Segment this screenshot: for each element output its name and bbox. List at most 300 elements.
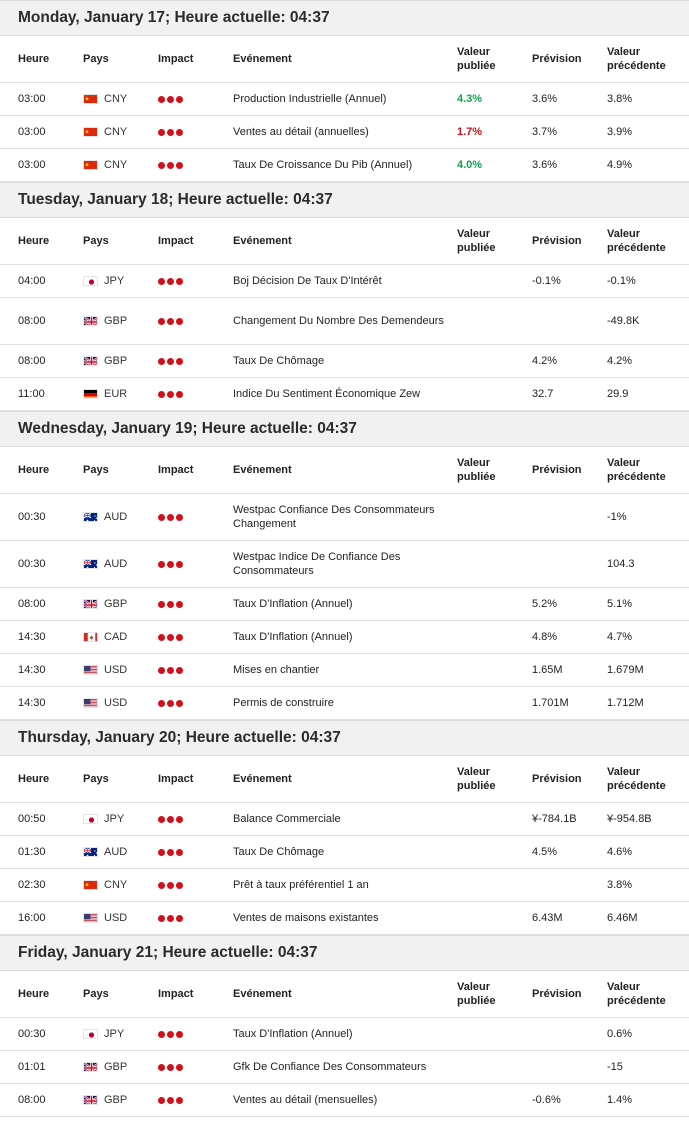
event-row[interactable] [0, 378, 689, 411]
impact-indicator [158, 494, 228, 540]
impact-dot-icon [176, 318, 183, 325]
event-time: 01:01 [18, 1061, 46, 1073]
impact-dot-icon [176, 849, 183, 856]
impact-dots [158, 318, 183, 325]
actual-value: 4.0% [457, 159, 483, 171]
currency-code: AUD [104, 558, 128, 570]
event-time: 02:30 [18, 879, 46, 891]
previous-value: -15 [607, 1061, 623, 1073]
event-country [83, 265, 153, 297]
column-header-actual: Valeur publiée [457, 457, 496, 483]
event-time: 01:30 [18, 846, 46, 858]
impact-dot-icon [158, 1031, 165, 1038]
table-header [0, 218, 689, 265]
uk-flag-icon [83, 599, 98, 609]
impact-dot-icon [167, 391, 174, 398]
forecast-value: 4.8% [532, 631, 558, 643]
impact-dot-icon [167, 318, 174, 325]
previous-value: 6.46M [607, 912, 638, 924]
australia-flag-icon [83, 559, 98, 569]
uk-flag-icon [83, 1062, 98, 1072]
impact-indicator [158, 803, 228, 835]
impact-indicator [158, 541, 228, 587]
impact-dots [158, 882, 183, 889]
impact-dot-icon [176, 816, 183, 823]
event-name[interactable]: Production Industrielle (Annuel) [233, 93, 387, 105]
impact-dots [158, 162, 183, 169]
impact-dot-icon [158, 278, 165, 285]
impact-dot-icon [176, 278, 183, 285]
event-country [83, 869, 153, 901]
currency-code: EUR [104, 388, 128, 400]
china-flag-icon [83, 127, 98, 137]
previous-value: 1.679M [607, 664, 644, 676]
day-title: Friday, January 21; Heure actuelle: 04:37 [0, 935, 689, 971]
forecast-value [532, 298, 602, 344]
event-row[interactable] [0, 116, 689, 149]
previous-value: 4.2% [607, 355, 633, 367]
column-header-forecast: Prévision [532, 235, 582, 247]
column-header-previous: Valeur précédente [607, 228, 666, 254]
event-row[interactable] [0, 1018, 689, 1051]
uk-flag-icon [83, 316, 98, 326]
event-name[interactable]: Taux De Croissance Du Pib (Annuel) [233, 159, 413, 171]
impact-dot-icon [158, 391, 165, 398]
event-country [83, 654, 153, 686]
column-header-event: Evénement [233, 235, 292, 247]
forecast-value: -0.1% [532, 275, 561, 287]
previous-value: 0.6% [607, 1028, 633, 1040]
impact-dots [158, 700, 183, 707]
forecast-value [532, 494, 602, 540]
column-header-time: Heure [18, 235, 50, 247]
forecast-value: 3.6% [532, 159, 558, 171]
impact-dot-icon [167, 1064, 174, 1071]
impact-dot-icon [176, 700, 183, 707]
event-row[interactable] [0, 298, 689, 345]
event-country [83, 803, 153, 835]
impact-dot-icon [158, 514, 165, 521]
previous-value: 4.9% [607, 159, 633, 171]
day-title: Wednesday, January 19; Heure actuelle: 04:37 [0, 411, 689, 447]
column-header-previous: Valeur précédente [607, 981, 666, 1007]
forecast-value [532, 1018, 602, 1050]
forecast-value: 3.7% [532, 126, 558, 138]
event-country [83, 1084, 153, 1116]
impact-dot-icon [167, 561, 174, 568]
event-time: 08:00 [18, 1094, 46, 1106]
impact-dot-icon [158, 700, 165, 707]
impact-indicator [158, 588, 228, 620]
day-section [0, 0, 689, 182]
japan-flag-icon [83, 814, 98, 824]
impact-dot-icon [158, 318, 165, 325]
event-name[interactable]: Westpac Indice De Confiance Des Consommateurs [233, 551, 401, 577]
impact-dot-icon [176, 601, 183, 608]
impact-dots [158, 561, 183, 568]
event-country [83, 902, 153, 934]
impact-dot-icon [167, 882, 174, 889]
currency-code: JPY [104, 813, 125, 825]
impact-dot-icon [176, 358, 183, 365]
impact-indicator [158, 902, 228, 934]
event-country [83, 494, 153, 540]
actual-value [457, 588, 527, 620]
event-country [83, 298, 153, 344]
column-header-previous: Valeur précédente [607, 46, 666, 72]
currency-code: GBP [104, 598, 128, 610]
previous-value: 3.8% [607, 879, 633, 891]
actual-value [457, 836, 527, 868]
currency-code: JPY [104, 275, 125, 287]
impact-dot-icon [176, 129, 183, 136]
column-header-country: Pays [83, 53, 109, 65]
day-title: Thursday, January 20; Heure actuelle: 04:37 [0, 720, 689, 756]
impact-dots [158, 129, 183, 136]
day-title: Tuesday, January 18; Heure actuelle: 04:37 [0, 182, 689, 218]
event-name[interactable]: Permis de construire [233, 697, 334, 709]
actual-value [457, 541, 527, 587]
germany-flag-icon [83, 389, 98, 399]
china-flag-icon [83, 160, 98, 170]
currency-code: USD [104, 697, 128, 709]
impact-dots [158, 1031, 183, 1038]
currency-code: CNY [104, 879, 128, 891]
day-title: Monday, January 17; Heure actuelle: 04:37 [0, 0, 689, 36]
forecast-value: ¥-784.1B [532, 813, 577, 825]
impact-dot-icon [167, 514, 174, 521]
forecast-value: 6.43M [532, 912, 563, 924]
event-name[interactable]: Westpac Confiance Des Consommateurs Changement [233, 504, 435, 530]
impact-dot-icon [167, 601, 174, 608]
column-header-actual: Valeur publiée [457, 46, 496, 72]
column-header-previous: Valeur précédente [607, 766, 666, 792]
event-row[interactable] [0, 541, 689, 588]
actual-value [457, 1018, 527, 1050]
impact-dot-icon [158, 601, 165, 608]
previous-value: 4.6% [607, 846, 633, 858]
previous-value: 3.9% [607, 126, 633, 138]
impact-dots [158, 915, 183, 922]
impact-indicator [158, 621, 228, 653]
actual-value [457, 345, 527, 377]
event-row[interactable] [0, 588, 689, 621]
column-header-impact: Impact [158, 773, 194, 785]
event-time: 00:30 [18, 511, 46, 523]
impact-dot-icon [176, 391, 183, 398]
impact-indicator [158, 265, 228, 297]
actual-value [457, 298, 527, 344]
impact-dot-icon [158, 915, 165, 922]
impact-dot-icon [167, 816, 174, 823]
actual-value [457, 378, 527, 410]
impact-dot-icon [167, 129, 174, 136]
column-header-event: Evénement [233, 53, 292, 65]
previous-value: -1% [607, 511, 627, 523]
column-header-impact: Impact [158, 235, 194, 247]
column-header-actual: Valeur publiée [457, 766, 496, 792]
event-name[interactable]: Taux D'Inflation (Annuel) [233, 631, 353, 643]
event-row[interactable] [0, 836, 689, 869]
column-header-impact: Impact [158, 464, 194, 476]
currency-code: AUD [104, 846, 128, 858]
previous-value: 3.8% [607, 93, 633, 105]
column-header-forecast: Prévision [532, 53, 582, 65]
event-time: 03:00 [18, 93, 46, 105]
currency-code: CNY [104, 159, 128, 171]
currency-code: GBP [104, 1094, 128, 1106]
column-header-actual: Valeur publiée [457, 228, 496, 254]
column-header-country: Pays [83, 988, 109, 1000]
forecast-value: 5.2% [532, 598, 558, 610]
impact-dot-icon [167, 358, 174, 365]
previous-value: 29.9 [607, 388, 629, 400]
table-header [0, 971, 689, 1018]
event-name[interactable]: Taux D'Inflation (Annuel) [233, 1028, 353, 1040]
canada-flag-icon [83, 632, 98, 642]
currency-code: CNY [104, 126, 128, 138]
impact-indicator [158, 298, 228, 344]
event-time: 03:00 [18, 159, 46, 171]
currency-code: CNY [104, 93, 128, 105]
column-header-country: Pays [83, 464, 109, 476]
impact-dots [158, 634, 183, 641]
impact-dot-icon [158, 667, 165, 674]
impact-dot-icon [176, 514, 183, 521]
event-row[interactable] [0, 265, 689, 298]
uk-flag-icon [83, 356, 98, 366]
impact-indicator [158, 345, 228, 377]
currency-code: GBP [104, 315, 128, 327]
impact-dot-icon [176, 882, 183, 889]
impact-dot-icon [158, 1097, 165, 1104]
event-name[interactable]: Taux De Chômage [233, 846, 325, 858]
japan-flag-icon [83, 1029, 98, 1039]
day-section [0, 182, 689, 411]
event-country [83, 621, 153, 653]
event-row[interactable] [0, 654, 689, 687]
event-time: 04:00 [18, 275, 46, 287]
event-name[interactable]: Ventes au détail (annuelles) [233, 126, 369, 138]
event-row[interactable] [0, 149, 689, 182]
impact-dots [158, 391, 183, 398]
day-section [0, 720, 689, 935]
event-name[interactable]: Mises en chantier [233, 664, 320, 676]
impact-dot-icon [167, 700, 174, 707]
event-row[interactable] [0, 1084, 689, 1117]
impact-indicator [158, 116, 228, 148]
event-country [83, 378, 153, 410]
impact-dot-icon [176, 1097, 183, 1104]
currency-code: CAD [104, 631, 128, 643]
column-header-forecast: Prévision [532, 773, 582, 785]
actual-value [457, 1084, 527, 1116]
impact-dots [158, 358, 183, 365]
previous-value: 4.7% [607, 631, 633, 643]
event-time: 08:00 [18, 598, 46, 610]
event-country [83, 345, 153, 377]
event-row[interactable] [0, 803, 689, 836]
impact-dot-icon [158, 162, 165, 169]
forecast-value [532, 1051, 602, 1083]
previous-value: 1.4% [607, 1094, 633, 1106]
impact-indicator [158, 83, 228, 115]
event-name[interactable]: Boj Décision De Taux D'Intérêt [233, 275, 382, 287]
impact-indicator [158, 654, 228, 686]
impact-dots [158, 514, 183, 521]
impact-dot-icon [167, 1097, 174, 1104]
event-row[interactable] [0, 869, 689, 902]
usa-flag-icon [83, 913, 98, 923]
impact-indicator [158, 1084, 228, 1116]
forecast-value: -0.6% [532, 1094, 561, 1106]
impact-indicator [158, 836, 228, 868]
event-row[interactable] [0, 83, 689, 116]
event-country [83, 1051, 153, 1083]
usa-flag-icon [83, 665, 98, 675]
column-header-event: Evénement [233, 464, 292, 476]
impact-dot-icon [158, 561, 165, 568]
currency-code: USD [104, 912, 128, 924]
actual-value [457, 803, 527, 835]
previous-value: 104.3 [607, 558, 635, 570]
impact-dots [158, 667, 183, 674]
china-flag-icon [83, 880, 98, 890]
currency-code: GBP [104, 355, 128, 367]
impact-indicator [158, 378, 228, 410]
event-country [83, 836, 153, 868]
event-name[interactable]: Ventes au détail (mensuelles) [233, 1094, 378, 1106]
event-country [83, 83, 153, 115]
column-header-country: Pays [83, 235, 109, 247]
impact-dot-icon [158, 96, 165, 103]
event-country [83, 541, 153, 587]
impact-dots [158, 601, 183, 608]
table-header [0, 447, 689, 494]
actual-value [457, 265, 527, 297]
day-section [0, 411, 689, 720]
event-time: 08:00 [18, 315, 46, 327]
actual-value: 4.3% [457, 93, 483, 105]
impact-dot-icon [167, 1031, 174, 1038]
impact-dot-icon [167, 162, 174, 169]
event-time: 00:30 [18, 1028, 46, 1040]
previous-value: 5.1% [607, 598, 633, 610]
currency-code: JPY [104, 1028, 125, 1040]
event-country [83, 588, 153, 620]
impact-dot-icon [167, 667, 174, 674]
impact-dot-icon [176, 1064, 183, 1071]
impact-dot-icon [176, 915, 183, 922]
event-name[interactable]: Taux D'Inflation (Annuel) [233, 598, 353, 610]
event-name[interactable]: Changement Du Nombre Des Demendeurs [233, 315, 444, 327]
impact-indicator [158, 869, 228, 901]
forecast-value [532, 869, 602, 901]
event-row[interactable] [0, 902, 689, 935]
event-time: 14:30 [18, 664, 46, 676]
previous-value: -0.1% [607, 275, 636, 287]
event-name[interactable]: Gfk De Confiance Des Consommateurs [233, 1061, 427, 1073]
event-time: 00:30 [18, 558, 46, 570]
impact-dots [158, 849, 183, 856]
impact-dot-icon [158, 1064, 165, 1071]
column-header-impact: Impact [158, 53, 194, 65]
forecast-value: 4.2% [532, 355, 558, 367]
impact-indicator [158, 687, 228, 719]
actual-value [457, 621, 527, 653]
column-header-forecast: Prévision [532, 988, 582, 1000]
event-time: 16:00 [18, 912, 46, 924]
previous-value: 1.712M [607, 697, 644, 709]
impact-indicator [158, 1051, 228, 1083]
actual-value [457, 902, 527, 934]
forecast-value: 3.6% [532, 93, 558, 105]
impact-dot-icon [167, 96, 174, 103]
event-name[interactable]: Prêt à taux préférentiel 1 an [233, 879, 369, 891]
actual-value [457, 494, 527, 540]
impact-indicator [158, 149, 228, 181]
actual-value [457, 869, 527, 901]
column-header-country: Pays [83, 773, 109, 785]
event-row[interactable] [0, 345, 689, 378]
currency-code: USD [104, 664, 128, 676]
forecast-value [532, 541, 602, 587]
table-header [0, 756, 689, 803]
impact-dots [158, 1097, 183, 1104]
event-name[interactable]: Ventes de maisons existantes [233, 912, 379, 924]
currency-code: AUD [104, 511, 128, 523]
impact-dot-icon [158, 129, 165, 136]
event-row[interactable] [0, 1051, 689, 1084]
impact-dot-icon [176, 162, 183, 169]
event-name[interactable]: Taux De Chômage [233, 355, 325, 367]
forecast-value: 32.7 [532, 388, 554, 400]
column-header-previous: Valeur précédente [607, 457, 666, 483]
event-row[interactable] [0, 494, 689, 541]
actual-value [457, 654, 527, 686]
actual-value [457, 687, 527, 719]
impact-dots [158, 1064, 183, 1071]
event-time: 03:00 [18, 126, 46, 138]
impact-dot-icon [176, 634, 183, 641]
previous-value: ¥-954.8B [607, 813, 652, 825]
currency-code: GBP [104, 1061, 128, 1073]
impact-dot-icon [167, 634, 174, 641]
impact-dot-icon [158, 358, 165, 365]
china-flag-icon [83, 94, 98, 104]
event-name[interactable]: Indice Du Sentiment Économique Zew [233, 388, 421, 400]
column-header-forecast: Prévision [532, 464, 582, 476]
impact-dot-icon [158, 816, 165, 823]
column-header-actual: Valeur publiée [457, 981, 496, 1007]
event-name[interactable]: Balance Commerciale [233, 813, 341, 825]
forecast-value: 1.65M [532, 664, 563, 676]
uk-flag-icon [83, 1095, 98, 1105]
impact-dot-icon [158, 634, 165, 641]
table-header [0, 36, 689, 83]
event-time: 00:50 [18, 813, 46, 825]
column-header-impact: Impact [158, 988, 194, 1000]
impact-dots [158, 278, 183, 285]
column-header-time: Heure [18, 773, 50, 785]
event-row[interactable] [0, 621, 689, 654]
impact-dots [158, 96, 183, 103]
event-time: 14:30 [18, 697, 46, 709]
event-time: 14:30 [18, 631, 46, 643]
event-row[interactable] [0, 687, 689, 720]
event-country [83, 1018, 153, 1050]
impact-dot-icon [167, 849, 174, 856]
